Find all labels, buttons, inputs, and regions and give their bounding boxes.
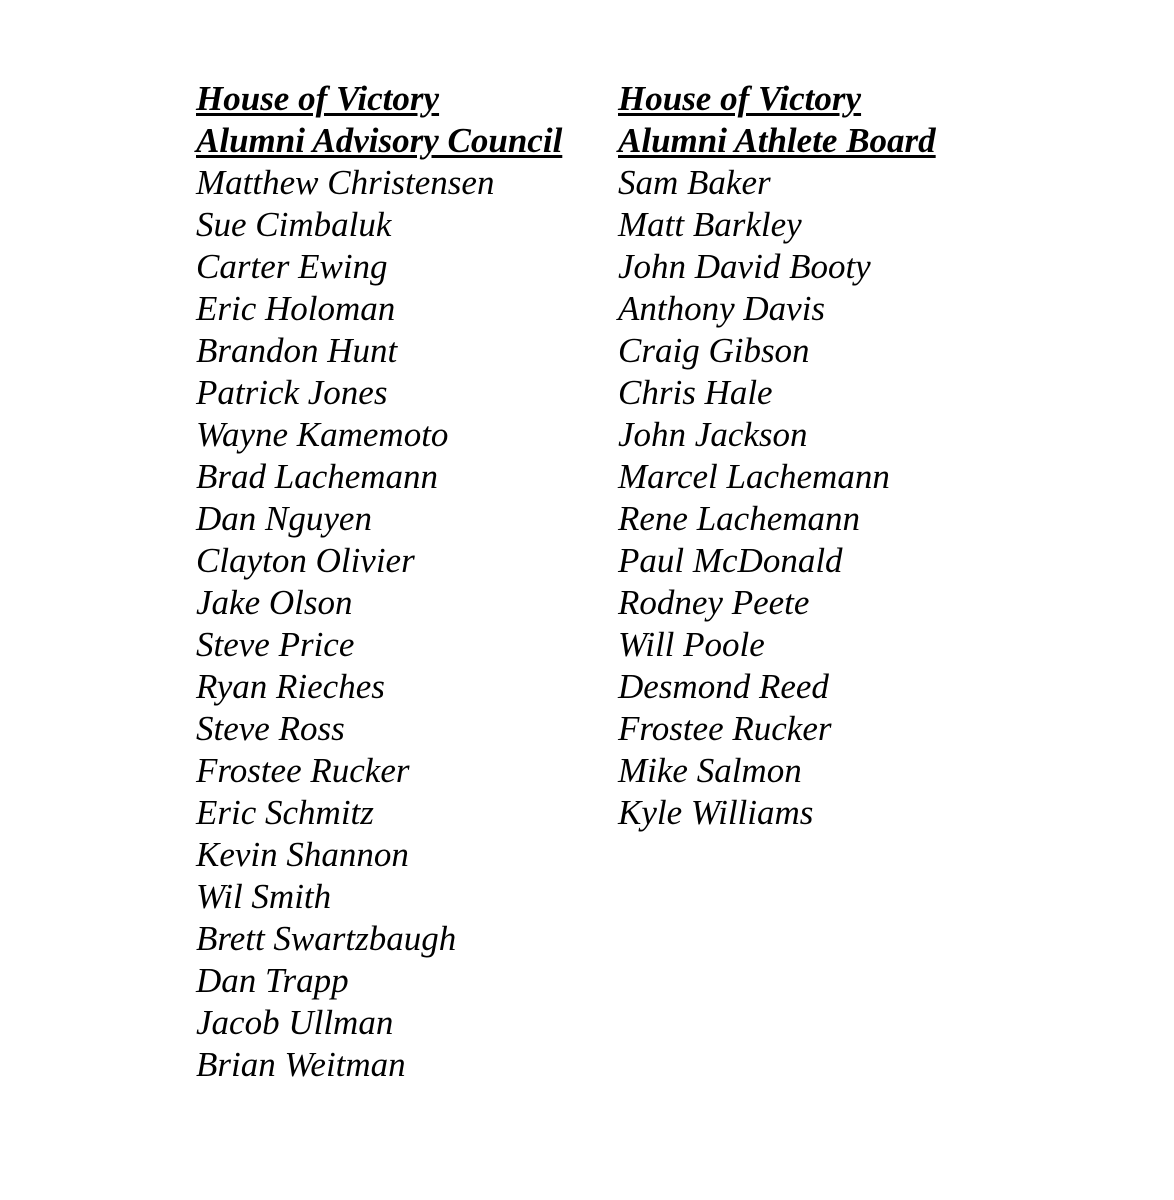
- list-item: Sue Cimbaluk: [196, 205, 392, 244]
- list-item: Matt Barkley: [618, 205, 802, 244]
- list-item: Rene Lachemann: [618, 499, 861, 538]
- list-item: Rodney Peete: [618, 583, 810, 622]
- list-item: Carter Ewing: [196, 247, 388, 286]
- list-item: Paul McDonald: [618, 541, 843, 580]
- list-item: Wayne Kamemoto: [196, 415, 449, 454]
- list-item: Eric Schmitz: [196, 793, 374, 832]
- list-item: Dan Trapp: [196, 961, 349, 1000]
- list-item: John David Booty: [618, 247, 871, 286]
- list-item: Ryan Rieches: [196, 667, 385, 706]
- athlete-board-member-list: [618, 162, 936, 834]
- list-item: Clayton Olivier: [196, 541, 415, 580]
- list-item: Dan Nguyen: [196, 499, 372, 538]
- athlete-board-heading-line2: Alumni Athlete Board: [618, 121, 936, 160]
- list-item: Sam Baker: [618, 163, 771, 202]
- advisory-council-heading-line2: Alumni Advisory Council: [196, 121, 563, 160]
- list-item: Will Poole: [618, 625, 765, 664]
- list-item: Patrick Jones: [196, 373, 388, 412]
- advisory-council-column: [196, 78, 562, 1086]
- list-item: Kevin Shannon: [196, 835, 409, 874]
- list-item: Mike Salmon: [618, 751, 802, 790]
- athlete-board-heading-line1: House of Victory: [618, 79, 862, 118]
- list-item: Brett Swartzbaugh: [196, 919, 457, 958]
- list-item: Brad Lachemann: [196, 457, 439, 496]
- list-item: Desmond Reed: [618, 667, 829, 706]
- list-item: Steve Price: [196, 625, 355, 664]
- list-item: Brandon Hunt: [196, 331, 398, 370]
- list-item: Jacob Ullman: [196, 1003, 394, 1042]
- list-item: Eric Holoman: [196, 289, 396, 328]
- list-item: Frostee Rucker: [618, 709, 832, 748]
- athlete-board-column: [618, 78, 936, 834]
- list-item: Marcel Lachemann: [618, 457, 890, 496]
- list-item: Chris Hale: [618, 373, 773, 412]
- list-item: Brian Weitman: [196, 1045, 406, 1084]
- list-item: John Jackson: [618, 415, 808, 454]
- list-item: Frostee Rucker: [196, 751, 410, 790]
- list-item: Jake Olson: [196, 583, 353, 622]
- advisory-council-heading-line1: House of Victory: [196, 79, 440, 118]
- list-item: Kyle Williams: [618, 793, 814, 832]
- list-item: Wil Smith: [196, 877, 332, 916]
- list-item: Matthew Christensen: [196, 163, 495, 202]
- list-item: Steve Ross: [196, 709, 345, 748]
- list-item: Craig Gibson: [618, 331, 810, 370]
- list-item: Anthony Davis: [618, 289, 826, 328]
- advisory-council-member-list: [196, 162, 562, 1086]
